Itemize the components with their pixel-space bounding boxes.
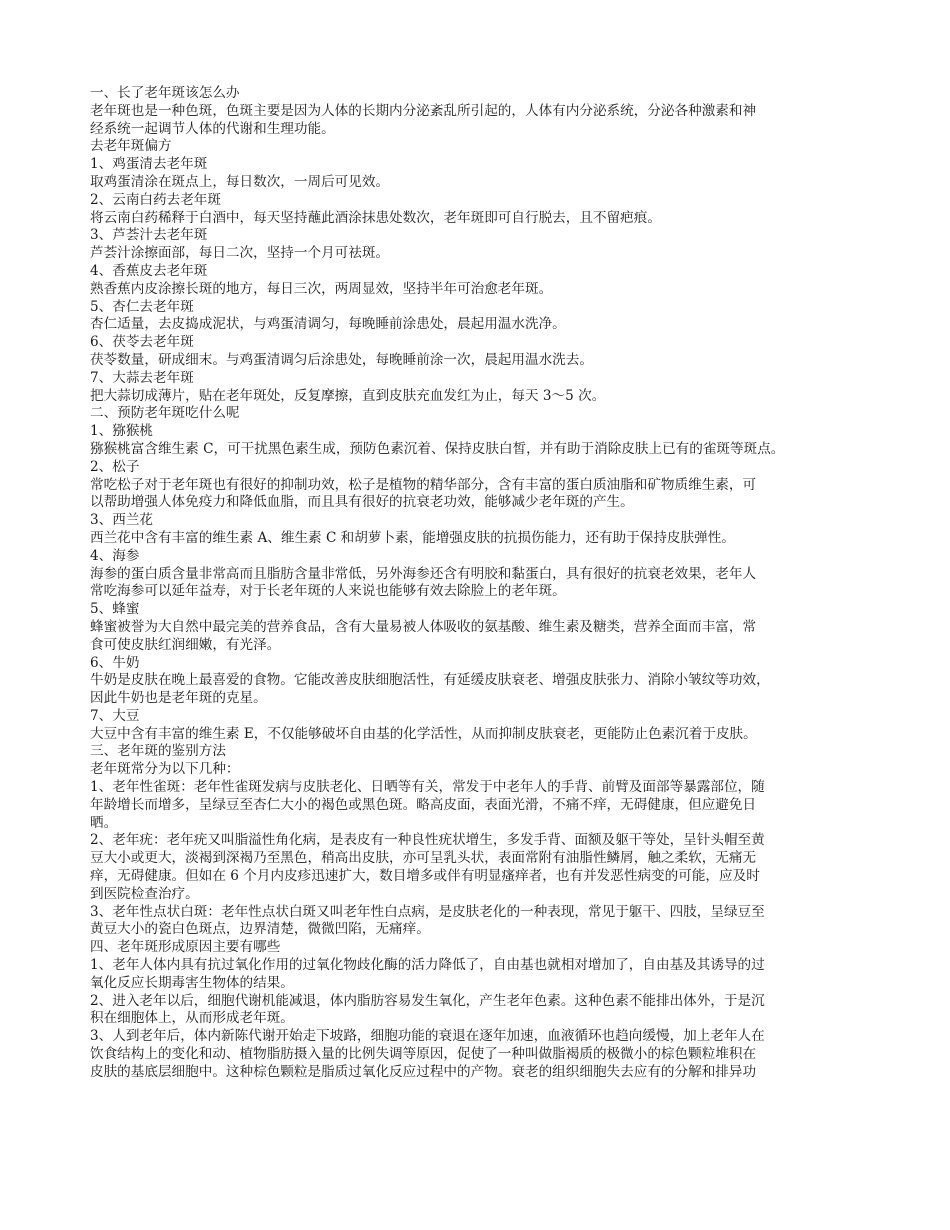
list-item-title: 5、蜂蜜 (90, 601, 140, 618)
paragraph-line: 猕猴桃富含维生素 C，可干扰黑色素生成，预防色素沉着、保持皮肤白皙，并有助于消除皮肤上已有的雀斑等斑点。 (90, 440, 785, 457)
paragraph-line: 老年斑也是一种色斑，色斑主要是因为人体的长期内分泌紊乱所引起的，人体有内分泌系统，分泌各种激素和神 (90, 102, 757, 119)
paragraph-line: 2、老年疣：老年疣又叫脂溢性角化病，是表皮有一种良性疣状增生，多发手背、面额及躯干等处，呈针头帽至黄 (90, 832, 765, 849)
section-heading-3: 三、老年斑的鉴别方法 (90, 743, 226, 760)
list-item-title: 6、茯苓去老年斑 (90, 334, 194, 351)
paragraph-line: 经系统一起调节人体的代谢和生理功能。 (90, 120, 335, 137)
list-item-title: 4、海参 (90, 547, 140, 564)
paragraph-line: 大豆中含有丰富的维生素 E，不仅能够破坏自由基的化学活性，从而抑制皮肤衰老，更能防止色素沉着于皮肤。 (90, 725, 757, 742)
paragraph-line: 芦荟汁涂擦面部，每日二次，坚持一个月可祛斑。 (90, 245, 390, 262)
list-item-title: 1、猕猴桃 (90, 423, 154, 440)
list-item-title: 4、香蕉皮去老年斑 (90, 262, 208, 279)
paragraph-line: 蜂蜜被誉为大自然中最完美的营养食品，含有大量易被人体吸收的氨基酸、维生素及糖类，营养全面而丰富，常 (90, 618, 757, 635)
section-heading-2: 二、预防老年斑吃什么呢 (90, 405, 240, 422)
paragraph-line: 到医院检查治疗。 (90, 885, 199, 902)
paragraph-line: 1、老年性雀斑：老年性雀斑发病与皮肤老化、日晒等有关，常发于中老年人的手背、前臂及面部等暴露部位，随 (90, 779, 765, 796)
paragraph-line: 把大蒜切成薄片，贴在老年斑处，反复摩擦，直到皮肤充血发红为止，每天 3～5 次。 (90, 387, 606, 404)
paragraph-line: 食可使皮肤红润细嫩，有光泽。 (90, 636, 281, 653)
paragraph-line: 海参的蛋白质含量非常高而且脂肪含量非常低，另外海参还含有明胶和黏蛋白，具有很好的抗衰老效果，老年人 (90, 565, 757, 582)
list-item-title: 3、芦荟汁去老年斑 (90, 227, 208, 244)
list-item-title: 7、大蒜去老年斑 (90, 369, 194, 386)
list-item-title: 2、云南白药去老年斑 (90, 191, 221, 208)
list-item-title: 1、鸡蛋清去老年斑 (90, 156, 208, 173)
paragraph-line: 2、进入老年以后，细胞代谢机能减退，体内脂肪容易发生氧化，产生老年色素。这种色素不能排出体外，于是沉 (90, 992, 765, 1009)
paragraph-line: 晒。 (90, 814, 118, 831)
paragraph-line: 杏仁适量，去皮捣成泥状，与鸡蛋清调匀，每晚睡前涂患处，晨起用温水洗净。 (90, 316, 566, 333)
paragraph-line: 皮肤的基底层细胞中。这种棕色颗粒是脂质过氧化反应过程中的产物。衰老的组织细胞失去应有的分解和排异功 (90, 1063, 757, 1080)
paragraph-line: 饮食结构上的变化和动、植物脂肪摄入量的比例失调等原因，促使了一种叫做脂褐质的极微小的棕色颗粒堆积在 (90, 1046, 757, 1063)
section-heading-4: 四、老年斑形成原因主要有哪些 (90, 939, 281, 956)
paragraph-line: 3、人到老年后，体内新陈代谢开始走下坡路，细胞功能的衰退在逐年加速，血液循环也趋向缓慢，加上老年人在 (90, 1028, 765, 1045)
paragraph-line: 以帮助增强人体免疫力和降低血脂，而且具有很好的抗衰老功效，能够减少老年斑的产生。 (90, 494, 634, 511)
list-item-title: 3、西兰花 (90, 512, 154, 529)
paragraph-line: 痒，无碍健康。但如在 6 个月内皮疹迅速扩大，数目增多或伴有明显瘙痒者，也有并发恶性病变的可能，应及时 (90, 868, 760, 885)
paragraph-line: 黄豆大小的瓷白色斑点，边界清楚，微微凹陷，无痛痒。 (90, 921, 430, 938)
paragraph-line: 1、老年人体内具有抗过氧化作用的过氧化物歧化酶的活力降低了，自由基也就相对增加了，自由基及其诱导的过 (90, 957, 765, 974)
paragraph-line: 3、老年性点状白斑：老年性点状白斑又叫老年性白点病，是皮肤老化的一种表现，常见于躯干、四肢，呈绿豆至 (90, 903, 765, 920)
paragraph-line: 牛奶是皮肤在晚上最喜爱的食物。它能改善皮肤细胞活性，有延缓皮肤衰老、增强皮肤张力、消除小皱纹等功效， (90, 672, 770, 689)
paragraph-line: 老年斑常分为以下几种： (90, 761, 240, 778)
list-item-title: 7、大豆 (90, 707, 140, 724)
paragraph-line: 取鸡蛋清涂在斑点上，每日数次，一周后可见效。 (90, 173, 390, 190)
paragraph-line: 年龄增长而增多，呈绿豆至杏仁大小的褐色或黑色斑。略高皮面，表面光滑，不痛不痒，无碍健康，但应避免日 (90, 796, 757, 813)
paragraph-line: 将云南白药稀释于白酒中，每天坚持蘸此酒涂抹患处数次，老年斑即可自行脱去，且不留疤痕。 (90, 209, 661, 226)
paragraph-line: 熟香蕉内皮涂擦长斑的地方，每日三次，两周显效，坚持半年可治愈老年斑。 (90, 280, 553, 297)
list-item-title: 2、松子 (90, 458, 140, 475)
list-item-title: 6、牛奶 (90, 654, 140, 671)
paragraph-line: 因此牛奶也是老年斑的克星。 (90, 690, 267, 707)
paragraph-line: 氧化反应长期毒害生物体的结果。 (90, 974, 294, 991)
subheading-remedies: 去老年斑偏方 (90, 138, 172, 155)
paragraph-line: 常吃海参可以延年益寿，对于长老年斑的人来说也能够有效去除脸上的老年斑。 (90, 583, 566, 600)
paragraph-line: 豆大小或更大，淡褐到深褐乃至黑色，稍高出皮肤，亦可呈乳头状，表面常附有油脂性鳞屑，触之柔软，无痛无 (90, 850, 757, 867)
paragraph-line: 西兰花中含有丰富的维生素 A、维生素 C 和胡萝卜素，能增强皮肤的抗损伤能力，还有助于保持皮肤弹性。 (90, 529, 735, 546)
section-heading-1: 一、长了老年斑该怎么办 (90, 85, 240, 101)
paragraph-line: 积在细胞体上，从而形成老年斑。 (90, 1010, 294, 1027)
list-item-title: 5、杏仁去老年斑 (90, 298, 194, 315)
paragraph-line: 常吃松子对于老年斑也有很好的抑制功效，松子是植物的精华部分，含有丰富的蛋白质油脂和矿物质维生素，可 (90, 476, 757, 493)
paragraph-line: 茯苓数量，研成细末。与鸡蛋清调匀后涂患处，每晚睡前涂一次，晨起用温水洗去。 (90, 351, 593, 368)
